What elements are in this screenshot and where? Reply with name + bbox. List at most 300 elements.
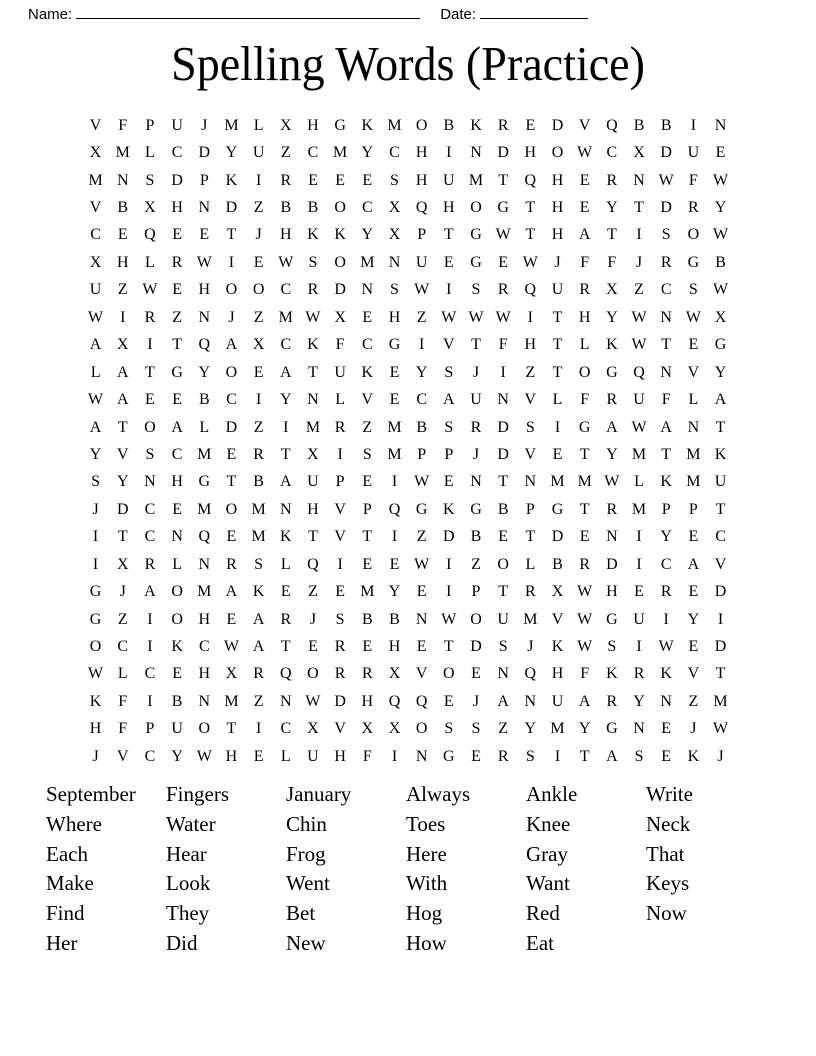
grid-cell[interactable]: H — [334, 747, 346, 765]
grid-cell[interactable]: D — [225, 199, 238, 217]
grid-cell[interactable]: M — [387, 116, 402, 134]
grid-cell[interactable]: H — [415, 144, 428, 162]
word-list-item[interactable]: Want — [526, 871, 570, 896]
grid-cell[interactable]: S — [254, 555, 264, 573]
grid-cell[interactable]: R — [334, 665, 346, 683]
grid-cell[interactable]: H — [443, 199, 455, 217]
grid-cell[interactable]: E — [579, 199, 590, 217]
grid-cell[interactable]: E — [362, 473, 373, 491]
grid-cell[interactable]: Y — [687, 610, 700, 628]
grid-cell[interactable]: W — [522, 253, 538, 271]
word-list-item[interactable]: Gray — [526, 841, 568, 866]
grid-cell[interactable]: A — [225, 583, 238, 601]
grid-cell[interactable]: N — [660, 363, 672, 381]
grid-cell[interactable]: E — [253, 363, 264, 381]
grid-cell[interactable]: P — [199, 171, 209, 189]
grid-cell[interactable]: H — [606, 583, 618, 601]
grid-cell[interactable]: S — [91, 473, 101, 491]
grid-cell[interactable]: M — [278, 308, 293, 326]
grid-cell[interactable]: W — [577, 583, 593, 601]
grid-cell[interactable]: C — [280, 336, 292, 354]
grid-cell[interactable]: T — [606, 226, 617, 244]
grid-cell[interactable]: E — [172, 391, 182, 409]
grid-cell[interactable]: B — [307, 199, 319, 217]
grid-cell[interactable]: V — [551, 610, 564, 628]
grid-cell[interactable]: K — [361, 116, 374, 134]
grid-cell[interactable]: E — [688, 583, 699, 601]
grid-cell[interactable]: E — [552, 445, 563, 463]
grid-cell[interactable]: C — [389, 144, 400, 162]
grid-cell[interactable]: I — [636, 638, 642, 656]
grid-cell[interactable]: I — [120, 308, 126, 326]
grid-cell[interactable]: X — [633, 144, 645, 162]
grid-cell[interactable]: O — [551, 144, 564, 162]
grid-cell[interactable]: C — [660, 281, 672, 299]
grid-cell[interactable]: V — [524, 391, 537, 409]
grid-cell[interactable]: U — [714, 473, 727, 491]
grid-cell[interactable]: T — [280, 638, 291, 656]
grid-cell[interactable]: A — [89, 418, 102, 436]
grid-cell[interactable]: C — [144, 665, 156, 683]
grid-cell[interactable]: O — [171, 610, 183, 628]
grid-cell[interactable]: C — [280, 281, 292, 299]
grid-cell[interactable]: I — [337, 445, 343, 463]
grid-cell[interactable]: C — [144, 500, 156, 518]
grid-cell[interactable]: H — [89, 720, 102, 738]
grid-cell[interactable]: A — [116, 391, 129, 409]
grid-cell[interactable]: F — [118, 116, 128, 134]
grid-cell[interactable]: H — [198, 281, 211, 299]
grid-cell[interactable]: K — [443, 500, 455, 518]
grid-cell[interactable]: W — [414, 555, 430, 573]
grid-cell[interactable]: M — [686, 445, 701, 463]
grid-cell[interactable]: A — [280, 363, 292, 381]
grid-cell[interactable]: K — [307, 226, 319, 244]
grid-cell[interactable]: W — [685, 308, 701, 326]
grid-cell[interactable]: M — [115, 144, 130, 162]
grid-cell[interactable]: I — [554, 418, 561, 436]
grid-cell[interactable]: K — [252, 583, 265, 601]
grid-cell[interactable]: M — [251, 500, 266, 518]
grid-cell[interactable]: V — [415, 665, 428, 683]
grid-cell[interactable]: O — [415, 720, 428, 738]
grid-cell[interactable]: E — [688, 638, 699, 656]
grid-cell[interactable]: D — [116, 500, 129, 518]
grid-cell[interactable]: Z — [253, 692, 264, 710]
grid-cell[interactable]: X — [144, 199, 156, 217]
grid-cell[interactable]: S — [661, 226, 671, 244]
grid-cell[interactable]: L — [634, 473, 644, 491]
grid-cell[interactable]: Q — [280, 665, 292, 683]
grid-cell[interactable]: M — [88, 171, 103, 189]
grid-cell[interactable]: F — [118, 720, 128, 738]
grid-cell[interactable]: E — [661, 720, 672, 738]
grid-cell[interactable]: X — [388, 665, 401, 683]
grid-cell[interactable]: W — [196, 747, 212, 765]
word-list-item[interactable]: Ankle — [526, 782, 578, 806]
grid-cell[interactable]: H — [524, 144, 537, 162]
grid-cell[interactable]: F — [118, 692, 128, 710]
grid-cell[interactable]: O — [415, 116, 428, 134]
grid-cell[interactable]: I — [418, 336, 425, 354]
grid-cell[interactable]: G — [578, 418, 591, 436]
grid-cell[interactable]: T — [525, 528, 536, 546]
grid-cell[interactable]: S — [607, 638, 617, 656]
word-list-item[interactable]: Write — [646, 782, 693, 806]
word-list-item[interactable]: Find — [46, 901, 85, 926]
grid-cell[interactable]: A — [252, 610, 265, 628]
grid-cell[interactable]: K — [660, 473, 672, 491]
grid-cell[interactable]: L — [525, 555, 536, 573]
grid-cell[interactable]: S — [634, 747, 644, 765]
grid-cell[interactable]: V — [361, 391, 374, 409]
word-list-item[interactable]: Here — [406, 841, 447, 866]
grid-cell[interactable]: K — [660, 665, 672, 683]
grid-cell[interactable]: T — [579, 500, 590, 518]
grid-cell[interactable]: A — [171, 418, 183, 436]
grid-cell[interactable]: X — [388, 720, 401, 738]
grid-cell[interactable]: S — [335, 610, 345, 628]
grid-cell[interactable]: E — [416, 638, 427, 656]
grid-cell[interactable]: Q — [633, 363, 645, 381]
word-list-item[interactable]: Toes — [406, 811, 446, 836]
grid-cell[interactable]: X — [551, 583, 564, 601]
grid-cell[interactable]: W — [414, 281, 430, 299]
grid-cell[interactable]: H — [388, 638, 401, 656]
grid-cell[interactable]: Q — [524, 171, 537, 189]
grid-cell[interactable]: A — [578, 692, 591, 710]
grid-cell[interactable]: I — [255, 171, 262, 189]
grid-cell[interactable]: U — [551, 281, 564, 299]
grid-cell[interactable]: W — [712, 226, 729, 244]
grid-cell[interactable]: A — [714, 391, 727, 409]
grid-cell[interactable]: M — [631, 500, 647, 518]
grid-cell[interactable]: G — [89, 610, 102, 628]
word-list-item[interactable]: Hear — [166, 841, 207, 866]
grid-cell[interactable]: G — [470, 226, 482, 244]
grid-cell[interactable]: Q — [524, 281, 537, 299]
grid-cell[interactable]: E — [389, 555, 400, 573]
grid-cell[interactable]: D — [470, 638, 482, 656]
grid-cell[interactable]: Y — [633, 692, 645, 710]
grid-cell[interactable]: K — [714, 445, 727, 463]
grid-cell[interactable]: G — [606, 363, 618, 381]
grid-cell[interactable]: E — [443, 473, 454, 491]
grid-cell[interactable]: C — [416, 391, 427, 409]
grid-cell[interactable]: L — [253, 116, 264, 134]
grid-cell[interactable]: X — [388, 226, 401, 244]
grid-cell[interactable]: Y — [388, 583, 401, 601]
grid-cell[interactable]: L — [280, 747, 291, 765]
grid-cell[interactable]: M — [197, 445, 212, 463]
grid-cell[interactable]: B — [389, 610, 400, 628]
grid-cell[interactable]: G — [497, 199, 509, 217]
grid-cell[interactable]: R — [606, 692, 618, 710]
grid-cell[interactable]: P — [525, 500, 535, 518]
grid-cell[interactable]: Q — [415, 199, 428, 217]
grid-cell[interactable]: F — [362, 747, 372, 765]
grid-cell[interactable]: K — [89, 692, 102, 710]
grid-cell[interactable]: K — [361, 363, 374, 381]
grid-cell[interactable]: Y — [225, 144, 238, 162]
grid-cell[interactable]: R — [470, 418, 482, 436]
grid-cell[interactable]: H — [280, 226, 292, 244]
word-list-item[interactable]: Water — [166, 811, 216, 836]
grid-cell[interactable]: W — [88, 391, 104, 409]
grid-cell[interactable]: X — [606, 281, 618, 299]
grid-cell[interactable]: R — [606, 171, 618, 189]
word-list-item[interactable]: January — [286, 782, 352, 806]
grid-cell[interactable]: F — [580, 253, 590, 271]
grid-cell[interactable]: R — [144, 308, 156, 326]
grid-cell[interactable]: G — [606, 720, 618, 738]
grid-cell[interactable]: H — [198, 665, 211, 683]
grid-cell[interactable]: H — [524, 336, 537, 354]
grid-cell[interactable]: B — [660, 116, 672, 134]
grid-cell[interactable]: V — [334, 528, 346, 546]
grid-cell[interactable]: C — [198, 638, 210, 656]
grid-cell[interactable]: B — [198, 391, 210, 409]
grid-cell[interactable]: K — [687, 747, 700, 765]
grid-cell[interactable]: C — [117, 638, 129, 656]
grid-cell[interactable]: Y — [714, 199, 727, 217]
grid-cell[interactable]: M — [305, 418, 321, 436]
grid-cell[interactable]: K — [470, 116, 482, 134]
grid-cell[interactable]: O — [497, 555, 509, 573]
grid-cell[interactable]: U — [171, 116, 183, 134]
grid-cell[interactable]: H — [198, 610, 211, 628]
grid-cell[interactable]: J — [527, 638, 534, 656]
grid-cell[interactable]: W — [88, 665, 104, 683]
grid-cell[interactable]: I — [446, 281, 452, 299]
grid-cell[interactable]: W — [305, 308, 321, 326]
grid-cell[interactable]: F — [688, 171, 698, 189]
grid-cell[interactable]: Q — [307, 555, 319, 573]
grid-cell[interactable]: F — [335, 336, 345, 354]
grid-cell[interactable]: N — [171, 528, 183, 546]
grid-cell[interactable]: T — [579, 747, 590, 765]
grid-cell[interactable]: M — [686, 473, 701, 491]
word-list-item[interactable]: New — [286, 930, 326, 955]
grid-cell[interactable]: Z — [253, 418, 264, 436]
grid-cell[interactable]: N — [307, 391, 319, 409]
grid-cell[interactable]: X — [280, 116, 292, 134]
grid-cell[interactable]: J — [92, 500, 99, 518]
grid-cell[interactable]: H — [171, 199, 183, 217]
grid-cell[interactable]: A — [144, 583, 156, 601]
grid-cell[interactable]: M — [550, 473, 565, 491]
grid-cell[interactable]: S — [471, 720, 481, 738]
grid-cell[interactable]: L — [145, 144, 155, 162]
grid-cell[interactable]: J — [119, 583, 126, 601]
grid-cell[interactable]: O — [225, 500, 238, 518]
grid-cell[interactable]: E — [471, 747, 481, 765]
grid-cell[interactable]: A — [660, 418, 672, 436]
grid-cell[interactable]: N — [660, 308, 672, 326]
grid-cell[interactable]: E — [253, 747, 264, 765]
grid-cell[interactable]: V — [334, 720, 346, 738]
grid-cell[interactable]: R — [497, 281, 509, 299]
grid-cell[interactable]: E — [443, 692, 454, 710]
word-list-item[interactable]: They — [166, 901, 210, 926]
grid-cell[interactable]: V — [116, 747, 129, 765]
grid-cell[interactable]: W — [712, 171, 729, 189]
grid-cell[interactable]: R — [280, 610, 292, 628]
grid-cell[interactable]: D — [443, 528, 455, 546]
grid-cell[interactable]: E — [172, 500, 182, 518]
grid-cell[interactable]: E — [362, 171, 373, 189]
grid-cell[interactable]: E — [525, 116, 536, 134]
grid-cell[interactable]: A — [497, 692, 509, 710]
grid-cell[interactable]: G — [171, 363, 183, 381]
grid-cell[interactable]: E — [389, 363, 400, 381]
grid-cell[interactable]: T — [715, 665, 726, 683]
grid-cell[interactable]: Z — [416, 308, 427, 326]
grid-cell[interactable]: L — [90, 363, 101, 381]
grid-cell[interactable]: Y — [578, 720, 591, 738]
grid-cell[interactable]: Y — [606, 199, 618, 217]
grid-cell[interactable]: J — [472, 692, 480, 710]
grid-cell[interactable]: E — [335, 171, 346, 189]
grid-cell[interactable]: B — [171, 692, 183, 710]
grid-cell[interactable]: S — [145, 171, 155, 189]
grid-cell[interactable]: Q — [388, 692, 401, 710]
grid-cell[interactable]: Z — [634, 281, 644, 299]
grid-cell[interactable]: B — [416, 418, 427, 436]
grid-cell[interactable]: M — [197, 500, 212, 518]
grid-cell[interactable]: I — [446, 144, 452, 162]
grid-cell[interactable]: E — [362, 638, 373, 656]
grid-cell[interactable]: C — [715, 528, 726, 546]
grid-cell[interactable]: E — [443, 253, 454, 271]
grid-cell[interactable]: P — [145, 116, 155, 134]
grid-cell[interactable]: U — [307, 747, 319, 765]
grid-cell[interactable]: Y — [714, 363, 727, 381]
grid-cell[interactable]: W — [712, 281, 729, 299]
grid-cell[interactable]: W — [631, 418, 647, 436]
grid-cell[interactable]: H — [171, 473, 183, 491]
word-list-item[interactable]: September — [46, 782, 136, 806]
grid-cell[interactable]: D — [497, 445, 509, 463]
word-list-item[interactable]: Neck — [646, 811, 691, 836]
grid-cell[interactable]: G — [198, 473, 211, 491]
grid-cell[interactable]: P — [444, 445, 454, 463]
word-list-item[interactable]: Always — [406, 782, 471, 806]
grid-cell[interactable]: Q — [388, 500, 401, 518]
grid-cell[interactable]: W — [142, 281, 158, 299]
grid-cell[interactable]: Z — [471, 555, 481, 573]
grid-cell[interactable]: U — [687, 144, 700, 162]
grid-cell[interactable]: M — [577, 473, 592, 491]
grid-cell[interactable]: H — [415, 171, 428, 189]
word-list-item[interactable]: How — [406, 930, 447, 955]
word-list-item[interactable]: Now — [646, 901, 687, 926]
grid-cell[interactable]: O — [334, 199, 346, 217]
grid-cell[interactable]: N — [280, 692, 292, 710]
grid-cell[interactable]: Y — [89, 445, 102, 463]
grid-cell[interactable]: B — [253, 473, 264, 491]
grid-cell[interactable]: J — [309, 610, 317, 628]
grid-cell[interactable]: Z — [525, 363, 536, 381]
grid-cell[interactable]: C — [361, 199, 373, 217]
grid-cell[interactable]: C — [660, 555, 672, 573]
grid-cell[interactable]: C — [171, 144, 183, 162]
grid-cell[interactable]: T — [552, 308, 563, 326]
grid-cell[interactable]: T — [552, 363, 563, 381]
grid-cell[interactable]: D — [334, 281, 346, 299]
grid-cell[interactable]: V — [116, 445, 129, 463]
grid-cell[interactable]: D — [334, 692, 346, 710]
grid-cell[interactable]: E — [172, 226, 182, 244]
grid-cell[interactable]: Y — [606, 445, 618, 463]
grid-cell[interactable]: Y — [198, 363, 211, 381]
grid-cell[interactable]: I — [663, 610, 669, 628]
grid-cell[interactable]: E — [498, 528, 509, 546]
grid-cell[interactable]: I — [147, 638, 153, 656]
grid-cell[interactable]: E — [362, 555, 373, 573]
grid-cell[interactable]: J — [228, 308, 235, 326]
grid-cell[interactable]: O — [307, 665, 319, 683]
grid-cell[interactable]: U — [497, 610, 509, 628]
grid-cell[interactable]: B — [361, 610, 373, 628]
grid-cell[interactable]: S — [145, 445, 155, 463]
grid-cell[interactable]: A — [606, 747, 618, 765]
grid-cell[interactable]: H — [225, 747, 238, 765]
grid-cell[interactable]: D — [497, 418, 509, 436]
grid-cell[interactable]: N — [606, 528, 618, 546]
grid-cell[interactable]: E — [253, 253, 264, 271]
grid-cell[interactable]: U — [551, 692, 564, 710]
grid-cell[interactable]: E — [145, 391, 155, 409]
grid-cell[interactable]: S — [390, 281, 399, 299]
grid-cell[interactable]: R — [579, 555, 591, 573]
grid-cell[interactable]: N — [714, 116, 727, 134]
grid-cell[interactable]: R — [660, 583, 672, 601]
grid-cell[interactable]: D — [551, 528, 564, 546]
grid-cell[interactable]: U — [633, 610, 645, 628]
grid-cell[interactable]: N — [524, 692, 537, 710]
grid-cell[interactable]: W — [577, 610, 593, 628]
grid-cell[interactable]: I — [147, 336, 153, 354]
grid-cell[interactable]: R — [579, 281, 591, 299]
grid-cell[interactable]: B — [552, 555, 563, 573]
grid-cell[interactable]: E — [308, 638, 318, 656]
grid-cell[interactable]: X — [334, 308, 346, 326]
grid-cell[interactable]: X — [307, 720, 319, 738]
word-list-item[interactable]: Fingers — [166, 782, 229, 806]
grid-cell[interactable]: T — [471, 336, 481, 354]
grid-cell[interactable]: I — [446, 555, 452, 573]
grid-cell[interactable]: Y — [524, 720, 537, 738]
grid-cell[interactable]: T — [579, 445, 590, 463]
grid-cell[interactable]: O — [687, 226, 700, 244]
grid-cell[interactable]: W — [278, 253, 294, 271]
grid-cell[interactable]: W — [658, 171, 674, 189]
grid-cell[interactable]: G — [443, 747, 455, 765]
grid-cell[interactable]: P — [661, 500, 671, 518]
grid-cell[interactable]: E — [199, 226, 210, 244]
grid-cell[interactable]: N — [497, 391, 509, 409]
grid-cell[interactable]: Y — [660, 528, 672, 546]
grid-cell[interactable]: A — [280, 473, 292, 491]
grid-cell[interactable]: P — [335, 473, 345, 491]
grid-cell[interactable]: Z — [253, 199, 264, 217]
grid-cell[interactable]: U — [89, 281, 102, 299]
grid-cell[interactable]: I — [636, 226, 642, 244]
grid-cell[interactable]: R — [361, 665, 373, 683]
grid-cell[interactable]: T — [117, 418, 128, 436]
word-list-item[interactable]: Hog — [406, 901, 443, 926]
